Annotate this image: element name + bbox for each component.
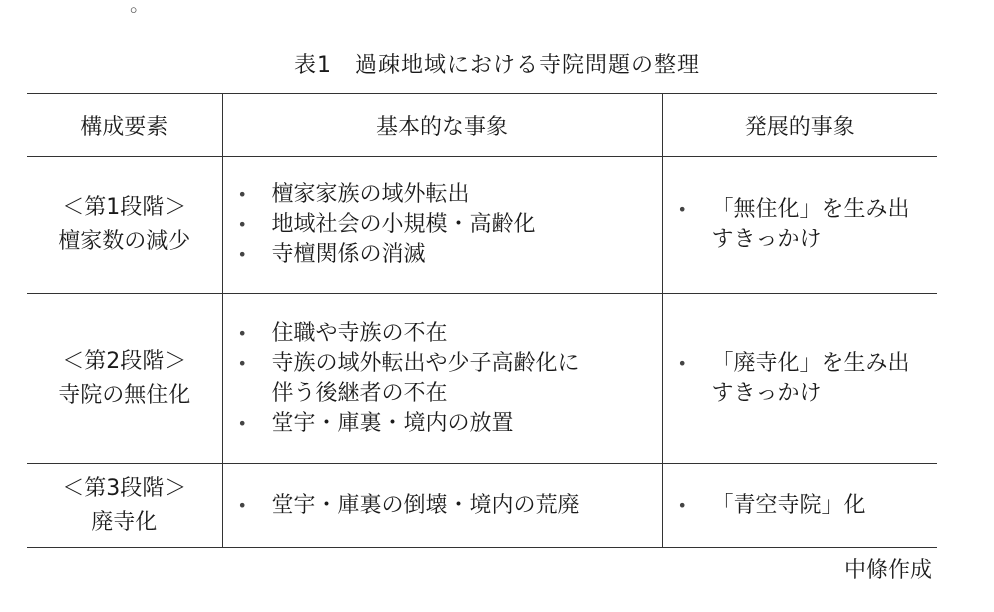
header-developed-event: 発展的事象 <box>662 94 937 157</box>
list-item: • 寺族の域外転出や少子高齢化に 伴う後継者の不在 <box>237 350 580 406</box>
cut-off-text: 。 <box>130 0 150 16</box>
table-row <box>27 294 937 464</box>
bullet-icon: • <box>677 495 687 515</box>
bullet-icon: • <box>237 323 247 343</box>
table-row <box>27 464 937 548</box>
basic-events-cell <box>222 157 662 294</box>
stage-cell <box>27 294 222 464</box>
header-row <box>27 94 937 157</box>
list-item: • 寺檀関係の消滅 <box>238 240 661 270</box>
developed-events-cell <box>662 464 937 548</box>
bullet-icon: • <box>237 495 247 515</box>
stage-label: ＜第3段階＞ <box>62 475 187 501</box>
table-title: 表1 過疎地域における寺院問題の整理 <box>294 53 700 78</box>
list-item: • 堂宇・庫裏の倒壊・境内の荒廃 <box>238 491 661 521</box>
list-item: • 「廃寺化」を生み出 すきっかけ <box>677 350 910 406</box>
developed-events-cell <box>662 294 937 464</box>
stage-label: ＜第1段階＞ <box>62 195 187 220</box>
basic-events-cell <box>222 464 662 548</box>
bullet-icon: • <box>237 413 247 433</box>
developed-events-cell <box>662 157 937 294</box>
header-basic-event: 基本的な事象 <box>222 94 662 157</box>
stage-label: ＜第2段階＞ <box>62 348 187 374</box>
basic-events-cell <box>222 294 662 464</box>
bullet-icon: • <box>677 353 687 373</box>
bullet-icon: • <box>237 185 247 204</box>
list-item: • 地域社会の小規模・高齢化 <box>238 210 661 240</box>
list-item: • 堂宇・庫裏・境内の放置 <box>238 409 661 439</box>
list-item: • 「無住化」を生み出 すきっかけ <box>677 197 910 252</box>
header-component: 構成要素 <box>27 94 222 157</box>
table-row <box>27 157 937 294</box>
issues-table <box>27 93 937 548</box>
stage-element: 寺院の無住化 <box>58 382 191 408</box>
stage-element: 檀家数の減少 <box>58 229 191 254</box>
stage-cell <box>27 464 222 548</box>
bullet-icon: • <box>237 353 247 373</box>
bullet-icon: • <box>677 200 687 219</box>
list-item: • 檀家家族の域外転出 <box>238 180 661 210</box>
list-item: • 住職や寺族の不在 <box>238 319 661 349</box>
bullet-icon: • <box>237 245 247 264</box>
stage-element: 廃寺化 <box>91 509 158 535</box>
bullet-icon: • <box>237 215 247 234</box>
list-item: • 「青空寺院」化 <box>678 491 937 521</box>
stage-cell <box>27 157 222 294</box>
author-credit: 中條作成 <box>843 558 932 583</box>
